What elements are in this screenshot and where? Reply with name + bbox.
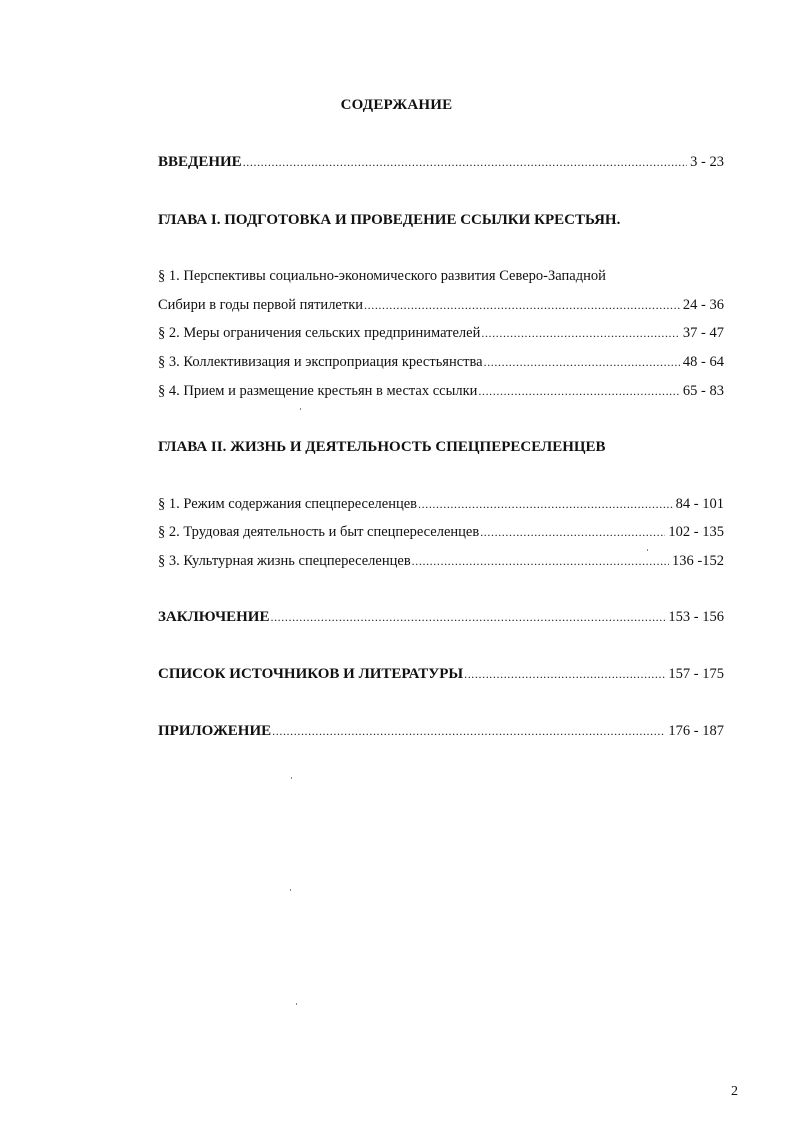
toc-entry-label: § 3. Коллективизация и экспроприация крестьянства bbox=[158, 354, 483, 370]
page-number: 2 bbox=[731, 1084, 738, 1099]
toc-title: СОДЕРЖАНИЕ bbox=[340, 97, 453, 113]
dot-leader bbox=[480, 525, 665, 540]
toc-entry-label: СПИСОК ИСТОЧНИКОВ И ЛИТЕРАТУРЫ bbox=[158, 666, 464, 682]
toc-entry-conclusion bbox=[158, 609, 724, 626]
toc-entry-pages: 37 - 47 bbox=[682, 325, 724, 341]
dot-leader bbox=[481, 326, 680, 341]
toc-entry-label: ВВЕДЕНИЕ bbox=[158, 154, 242, 170]
toc-entry-pages: 3 - 23 bbox=[690, 154, 724, 170]
toc-entry-label: § 2. Трудовая деятельность и быт спецпереселенцев bbox=[158, 524, 480, 540]
dot-leader bbox=[272, 724, 665, 739]
toc-entry-pages: 65 - 83 bbox=[682, 383, 724, 399]
dot-leader bbox=[364, 298, 680, 313]
toc-entry-label: ЗАКЛЮЧЕНИЕ bbox=[158, 609, 270, 625]
scan-speck bbox=[647, 549, 648, 551]
dot-leader bbox=[243, 155, 687, 170]
scan-speck bbox=[296, 1003, 297, 1005]
toc-entry-pages: 24 - 36 bbox=[682, 297, 724, 313]
toc-entry-pages: 157 - 175 bbox=[668, 666, 724, 682]
toc-entry-introduction bbox=[158, 154, 724, 171]
toc-entry-pages: 153 - 156 bbox=[668, 609, 724, 625]
toc-entry-label: § 3. Культурная жизнь спецпереселенцев bbox=[158, 553, 411, 569]
dot-leader bbox=[478, 384, 680, 399]
toc-entry-appendix bbox=[158, 723, 724, 740]
toc-entry-label: Сибири в годы первой пятилетки bbox=[158, 297, 364, 313]
toc-entry-sources bbox=[158, 666, 724, 683]
toc-entry-ch1-s3 bbox=[158, 354, 724, 371]
toc-entry-ch2-s2 bbox=[158, 524, 724, 541]
scan-speck bbox=[300, 408, 301, 410]
toc-entry-ch2-s1 bbox=[158, 496, 724, 513]
toc-entry-ch1-s4 bbox=[158, 383, 724, 400]
toc-entry-pages: 176 - 187 bbox=[668, 723, 724, 739]
chapter-1-heading: ГЛАВА I. ПОДГОТОВКА И ПРОВЕДЕНИЕ ССЫЛКИ КРЕСТЬЯН. bbox=[158, 212, 621, 228]
scan-speck bbox=[290, 889, 291, 891]
toc-entry-pages: 84 - 101 bbox=[675, 496, 724, 512]
toc-entry-pages: 48 - 64 bbox=[682, 354, 724, 370]
toc-entry-ch1-s1 bbox=[158, 297, 724, 314]
toc-entry-label: § 2. Меры ограничения сельских предпринимателей bbox=[158, 325, 481, 341]
toc-entry-label: § 4. Прием и размещение крестьян в местах ссылки bbox=[158, 383, 478, 399]
dot-leader bbox=[270, 610, 665, 625]
dot-leader bbox=[412, 554, 669, 569]
toc-entry-label: ПРИЛОЖЕНИЕ bbox=[158, 723, 272, 739]
toc-entry-ch2-s3 bbox=[158, 553, 724, 570]
toc-entry-pages: 136 -152 bbox=[672, 553, 724, 569]
dot-leader bbox=[484, 355, 680, 370]
dot-leader bbox=[464, 667, 665, 682]
toc-entry-pages: 102 - 135 bbox=[668, 524, 724, 540]
toc-entry-ch1-s2 bbox=[158, 325, 724, 342]
toc-entry-ch1-s1-line1: § 1. Перспективы социально-экономического развития Северо-Западной bbox=[158, 268, 606, 284]
scan-speck bbox=[291, 777, 292, 779]
dot-leader bbox=[418, 497, 673, 512]
chapter-2-heading: ГЛАВА II. ЖИЗНЬ И ДЕЯТЕЛЬНОСТЬ СПЕЦПЕРЕСЕЛЕНЦЕВ bbox=[158, 439, 606, 455]
toc-entry-label: § 1. Режим содержания спецпереселенцев bbox=[158, 496, 418, 512]
